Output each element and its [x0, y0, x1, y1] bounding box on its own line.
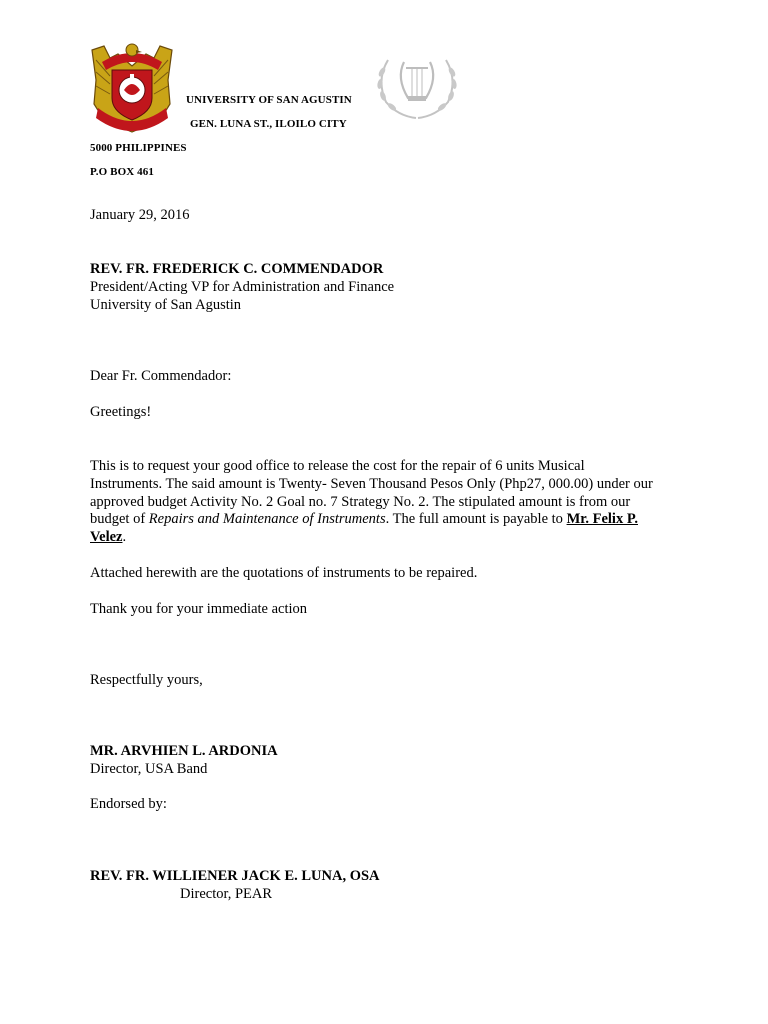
endorsed-by-label: Endorsed by: — [90, 796, 167, 812]
paragraph-end: . — [122, 529, 127, 545]
letter-date: January 29, 2016 — [90, 207, 190, 223]
payee-name-cont: Velez — [90, 529, 123, 545]
paragraph-line: Instruments. The said amount is Twenty- Seven Thousand Pesos Only (Php27, 000.00) under our — [90, 476, 653, 492]
recipient-institution: University of San Agustin — [90, 297, 242, 313]
sender-position: Director, USA Band — [90, 761, 208, 777]
letterhead-po-box: P.O BOX 461 — [90, 166, 154, 178]
body-paragraph-3: Thank you for your immediate action — [90, 601, 308, 617]
paragraph-line: This is to request your good office to release the cost for the repair of 6 units Musical — [90, 458, 585, 474]
letterhead-institution: UNIVERSITY OF SAN AGUSTIN — [186, 94, 352, 106]
budget-item-italic: Repairs and Maintenance of Instruments — [148, 511, 386, 527]
paragraph-line: approved budget Activity No. 2 Goal no. 7 Strategy No. 2. The stipulated amount is from our — [90, 494, 631, 510]
usa-band-emblem-logo — [368, 38, 466, 126]
payee-name: Mr. Felix P. — [566, 511, 638, 527]
endorser-position: Director, PEAR — [180, 886, 273, 902]
body-paragraph-2: Attached herewith are the quotations of instruments to be repaired. — [90, 565, 478, 581]
sender-name: MR. ARVHIEN L. ARDONIA — [90, 743, 278, 759]
paragraph-line — [90, 511, 638, 529]
letterhead-zip-country: 5000 PHILIPPINES — [90, 142, 187, 154]
endorser-name: REV. FR. WILLIENER JACK E. LUNA, OSA — [90, 868, 380, 884]
recipient-position: President/Acting VP for Administration and Finance — [90, 279, 395, 295]
paragraph-line — [90, 529, 126, 547]
salutation: Dear Fr. Commendador: — [90, 368, 232, 384]
paragraph-text: budget of — [90, 511, 149, 527]
letterhead-street: GEN. LUNA ST., ILOILO CITY — [190, 118, 347, 130]
closing: Respectfully yours, — [90, 672, 203, 688]
university-seal-logo — [88, 40, 176, 136]
recipient-name: REV. FR. FREDERICK C. COMMENDADOR — [90, 261, 384, 277]
paragraph-text: . The full amount is payable to — [385, 511, 567, 527]
university-seal-icon — [88, 40, 176, 136]
greeting: Greetings! — [90, 404, 152, 420]
lyre-emblem-icon — [368, 38, 466, 126]
